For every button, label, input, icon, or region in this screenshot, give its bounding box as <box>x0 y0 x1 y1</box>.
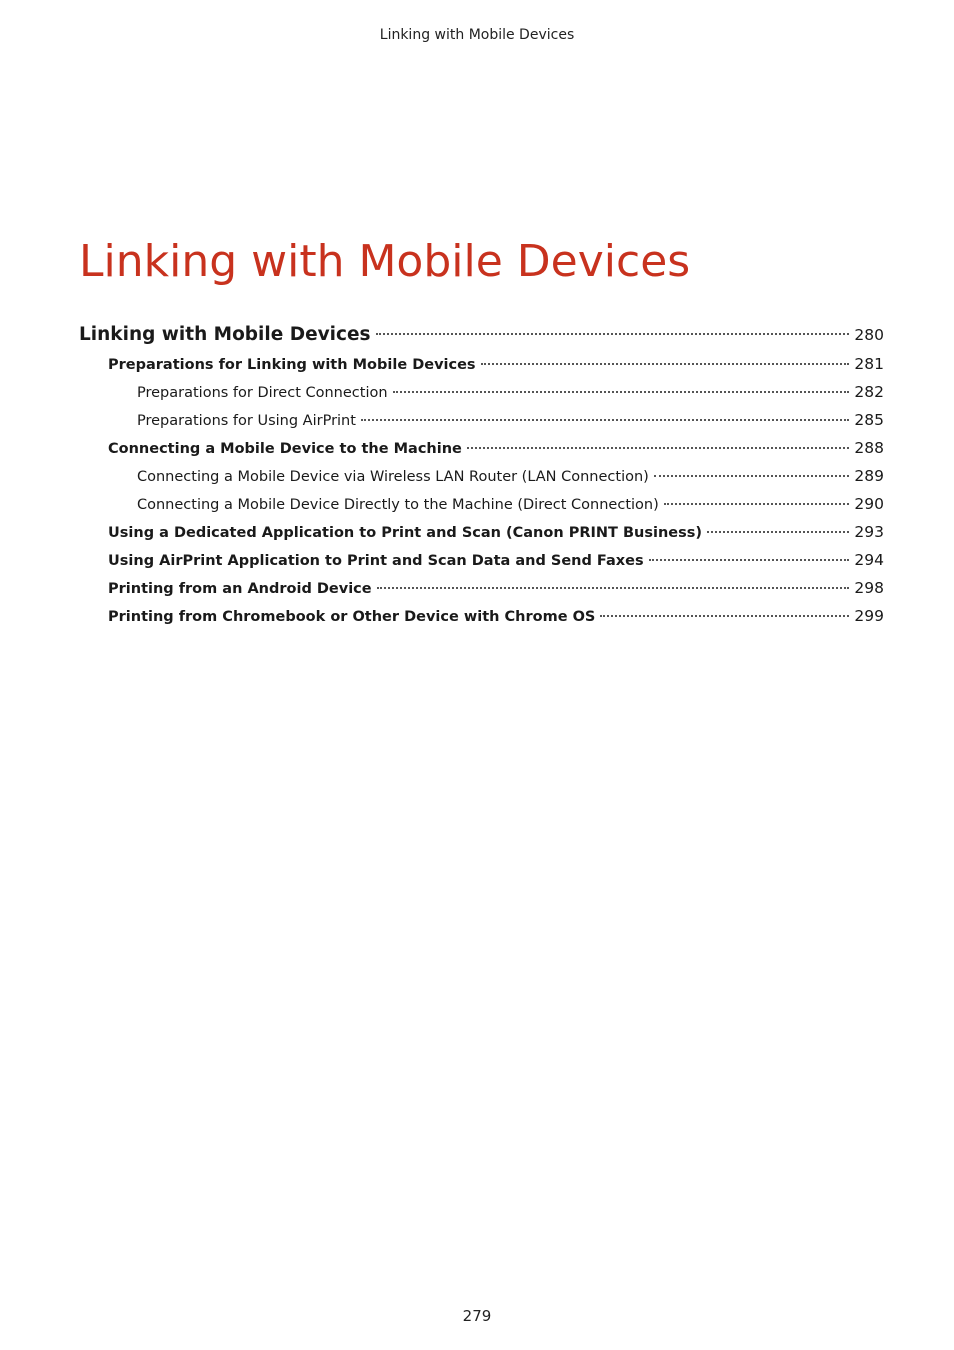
dot-leader <box>467 446 850 449</box>
toc-entry-title: Linking with Mobile Devices <box>79 324 371 345</box>
toc-entry-preparations-airprint[interactable] <box>79 406 884 434</box>
toc-entry-page: 293 <box>854 523 884 541</box>
toc-entry-page: 294 <box>854 551 884 569</box>
toc-entry-linking-with-mobile-devices[interactable] <box>79 320 884 350</box>
toc-entry-title: Preparations for Using AirPrint <box>137 413 356 429</box>
dot-leader <box>654 474 850 477</box>
toc-entry-chromebook[interactable] <box>79 602 884 630</box>
dot-leader <box>377 586 850 589</box>
chapter-title: Linking with Mobile Devices <box>79 236 691 287</box>
toc-entry-canon-print-business[interactable] <box>79 518 884 546</box>
toc-entry-title: Printing from Chromebook or Other Device with Chrome OS <box>108 609 596 625</box>
toc-entry-title: Connecting a Mobile Device to the Machine <box>108 441 462 457</box>
toc-entry-connecting-mobile-device[interactable] <box>79 434 884 462</box>
toc-entry-connecting-via-wireless-lan[interactable] <box>79 462 884 490</box>
dot-leader <box>481 362 850 365</box>
toc-entry-title: Connecting a Mobile Device via Wireless LAN Router (LAN Connection) <box>137 469 649 485</box>
toc-entry-airprint-application[interactable] <box>79 546 884 574</box>
dot-leader <box>376 332 850 335</box>
toc-entry-title: Using AirPrint Application to Print and Scan Data and Send Faxes <box>108 553 644 569</box>
dot-leader <box>649 558 850 561</box>
toc-entry-page: 285 <box>854 411 884 429</box>
toc-entry-page: 282 <box>854 383 884 401</box>
toc-entry-page: 299 <box>854 607 884 625</box>
toc-entry-page: 290 <box>854 495 884 513</box>
toc-entry-title: Connecting a Mobile Device Directly to the Machine (Direct Connection) <box>137 497 659 513</box>
toc-entry-page: 288 <box>854 439 884 457</box>
toc-entry-connecting-directly[interactable] <box>79 490 884 518</box>
toc-entry-page: 281 <box>854 355 884 373</box>
dot-leader <box>600 614 849 617</box>
page-number: 279 <box>462 1307 492 1325</box>
dot-leader <box>393 390 850 393</box>
toc-entry-preparations-for-linking[interactable] <box>79 350 884 378</box>
table-of-contents <box>79 320 884 630</box>
toc-entry-title: Using a Dedicated Application to Print and Scan (Canon PRINT Business) <box>108 525 702 541</box>
toc-entry-title: Preparations for Linking with Mobile Devices <box>108 357 476 373</box>
running-header: Linking with Mobile Devices <box>379 27 575 43</box>
dot-leader <box>664 502 850 505</box>
dot-leader <box>361 418 849 421</box>
toc-entry-title: Printing from an Android Device <box>108 581 372 597</box>
toc-entry-preparations-direct-connection[interactable] <box>79 378 884 406</box>
toc-entry-page: 280 <box>854 326 884 344</box>
toc-entry-android-device[interactable] <box>79 574 884 602</box>
toc-entry-page: 298 <box>854 579 884 597</box>
toc-entry-title: Preparations for Direct Connection <box>137 385 388 401</box>
toc-entry-page: 289 <box>854 467 884 485</box>
dot-leader <box>707 530 849 533</box>
